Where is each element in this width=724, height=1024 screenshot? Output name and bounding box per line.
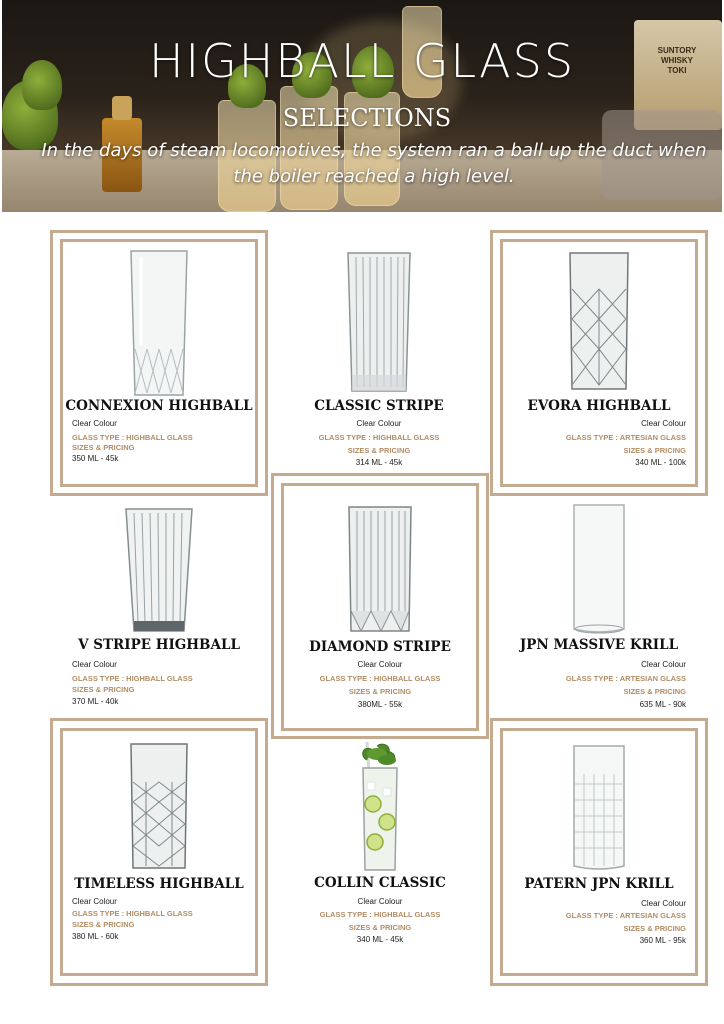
description-line-1: In the days of steam locomotives, the system ran a ball up the duct when	[41, 140, 707, 161]
product-glass-type: GLASS TYPE : HIGHBALL GLASS	[318, 433, 440, 442]
product-sizes-label: SIZES & PRICING	[348, 923, 412, 932]
product-price: 350 ML - 45k	[72, 454, 119, 463]
evora-glass-image	[568, 249, 630, 393]
product-colour: Clear Colour	[641, 660, 686, 669]
bottle-label: SUNTORY WHISKY TOKI	[657, 46, 697, 75]
classic-stripe-glass-image	[346, 249, 412, 395]
product-card[interactable]	[268, 245, 490, 485]
product-price: 340 ML - 45k	[356, 935, 404, 944]
product-name: V STRIPE HIGHBALL	[78, 637, 240, 653]
product-price: 380ML - 55k	[357, 700, 403, 709]
v-stripe-glass-image	[124, 505, 194, 635]
product-card[interactable]	[50, 245, 268, 485]
product-colour: Clear Colour	[641, 419, 686, 428]
product-card[interactable]	[271, 742, 489, 982]
product-price: 380 ML - 60k	[72, 932, 119, 941]
product-colour: Clear Colour	[72, 897, 117, 906]
page-subtitle: SELECTIONS	[282, 104, 452, 132]
product-name: EVORA HIGHBALL	[527, 398, 671, 414]
product-colour: Clear Colour	[641, 899, 686, 908]
product-glass-type: GLASS TYPE : HIGHBALL GLASS	[72, 909, 193, 918]
product-colour: Clear Colour	[357, 660, 403, 669]
product-card[interactable]	[490, 742, 708, 982]
product-glass-type: GLASS TYPE : HIGHBALL GLASS	[319, 910, 441, 919]
collin-classic-glass-image	[355, 742, 405, 874]
product-sizes-label: SIZES & PRICING	[348, 687, 412, 696]
product-sizes-label: SIZES & PRICING	[623, 687, 686, 696]
product-name: PATERN JPN KRILL	[524, 876, 674, 892]
product-card[interactable]	[50, 503, 268, 743]
product-colour: Clear Colour	[72, 419, 117, 428]
product-card[interactable]	[490, 503, 708, 743]
product-price: 360 ML - 95k	[639, 936, 686, 945]
product-glass-type: GLASS TYPE : HIGHBALL GLASS	[72, 433, 193, 442]
product-sizes-label: SIZES & PRICING	[72, 920, 135, 929]
product-glass-type: GLASS TYPE : HIGHBALL GLASS	[319, 674, 441, 683]
page-title: HIGHBALL GLASS	[148, 34, 576, 88]
timeless-glass-image	[129, 742, 189, 872]
product-glass-type: GLASS TYPE : ARTESIAN GLASS	[565, 674, 686, 683]
product-colour: Clear Colour	[356, 419, 402, 428]
product-sizes-label: SIZES & PRICING	[347, 446, 411, 455]
description-line-2: the boiler reached a high level.	[233, 166, 515, 187]
jpn-massive-krill-glass-image	[572, 503, 626, 635]
product-card[interactable]	[271, 503, 489, 743]
product-glass-type: GLASS TYPE : HIGHBALL GLASS	[72, 674, 193, 683]
product-name: CLASSIC STRIPE	[314, 398, 444, 414]
product-price: 340 ML - 100k	[635, 458, 686, 467]
product-price: 370 ML - 40k	[72, 697, 119, 706]
connexion-glass-image	[127, 249, 191, 399]
product-name: JPN MASSIVE KRILL	[519, 637, 679, 653]
product-sizes-label: SIZES & PRICING	[623, 924, 686, 933]
product-sizes-label: SIZES & PRICING	[72, 685, 135, 694]
page-description	[14, 138, 724, 190]
product-name: COLLIN CLASSIC	[314, 875, 446, 891]
product-glass-type: GLASS TYPE : ARTESIAN GLASS	[565, 911, 686, 920]
product-sizes-label: SIZES & PRICING	[72, 443, 135, 452]
product-colour: Clear Colour	[72, 660, 117, 669]
product-name: DIAMOND STRIPE	[309, 639, 451, 655]
product-colour: Clear Colour	[357, 897, 403, 906]
product-price: 314 ML - 45k	[355, 458, 403, 467]
product-card[interactable]	[490, 245, 708, 485]
patern-jpn-krill-glass-image	[572, 744, 626, 874]
product-name: TIMELESS HIGHBALL	[74, 876, 244, 892]
product-name: CONNEXION HIGHBALL	[65, 398, 253, 414]
diamond-stripe-glass-image	[347, 503, 413, 635]
product-card[interactable]	[50, 742, 268, 982]
product-glass-type: GLASS TYPE : ARTESIAN GLASS	[565, 433, 686, 442]
product-price: 635 ML - 90k	[639, 700, 686, 709]
product-sizes-label: SIZES & PRICING	[623, 446, 686, 455]
